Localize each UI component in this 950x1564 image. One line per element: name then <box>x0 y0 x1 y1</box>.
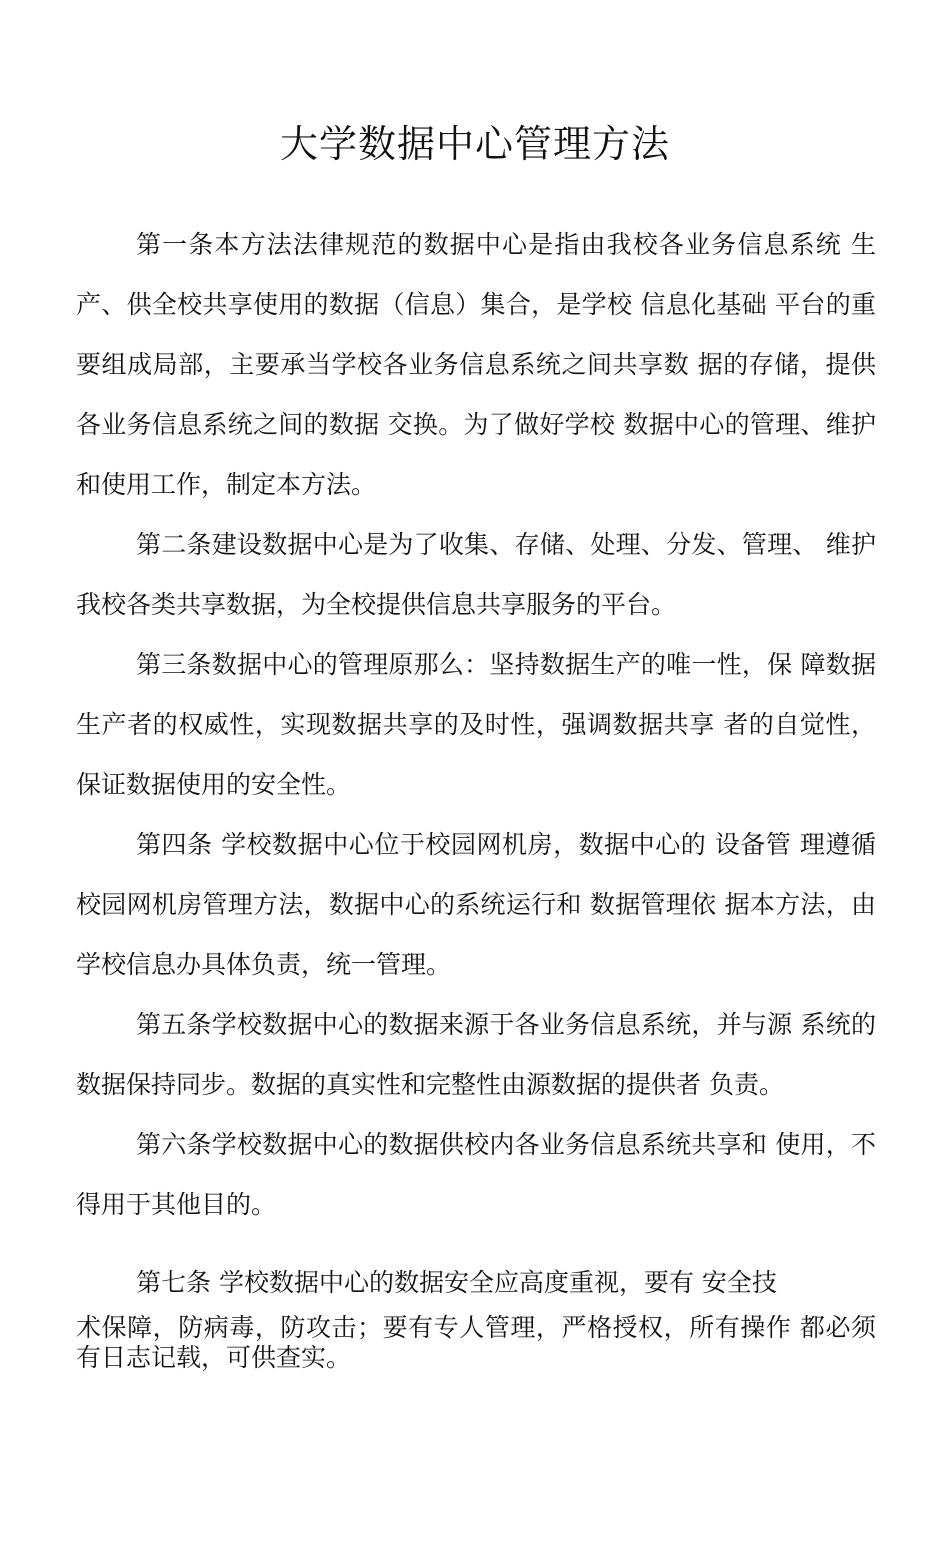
article-1-paragraph: 第一条本方法法律规范的数据中心是指由我校各业务信息系统 生产、供全校共享使用的数据（信息）集合，是学校 信息化基础 平台的重要组成局部，主要承当学校各业务信息系统之间共享数 据的存储，提供各业务信息系统之间的数据 交换。为了做好学校 数据中心的管理、维护和使用工作，制定本方法。 <box>76 230 876 499</box>
article-2-paragraph: 第二条建设数据中心是为了收集、存储、处理、分发、管理、 维护我校各类共享数据，为全校提供信息共享服务的平台。 <box>76 530 876 619</box>
article-7-continuation: 术保障，防病毒，防攻击；要有专人管理，严格授权，所有操作 都必须有日志记载，可供查实。 <box>76 1313 876 1372</box>
document-body <box>76 215 876 1373</box>
document-title: 大学数据中心管理方法 <box>279 122 670 166</box>
article-6-paragraph: 第六条学校数据中心的数据供校内各业务信息系统共享和 使用，不得用于其他目的。 <box>76 1130 876 1219</box>
article-5-paragraph: 第五条学校数据中心的数据来源于各业务信息系统，并与源 系统的数据保持同步。数据的真实性和完整性由源数据的提供者 负责。 <box>76 1010 876 1099</box>
article-7-paragraph: 第七条 学校数据中心的数据安全应高度重视，要有 安全技 <box>136 1268 777 1297</box>
article-4-paragraph: 第四条 学校数据中心位于校园网机房，数据中心的 设备管 理遵循校园网机房管理方法，数据中心的系统运行和 数据管理依 据本方法，由学校信息办具体负责，统一管理。 <box>76 830 876 979</box>
article-3-paragraph: 第三条数据中心的管理原那么：坚持数据生产的唯一性，保 障数据生产者的权威性，实现数据共享的及时性，强调数据共享 者的自觉性，保证数据使用的安全性。 <box>76 650 876 799</box>
